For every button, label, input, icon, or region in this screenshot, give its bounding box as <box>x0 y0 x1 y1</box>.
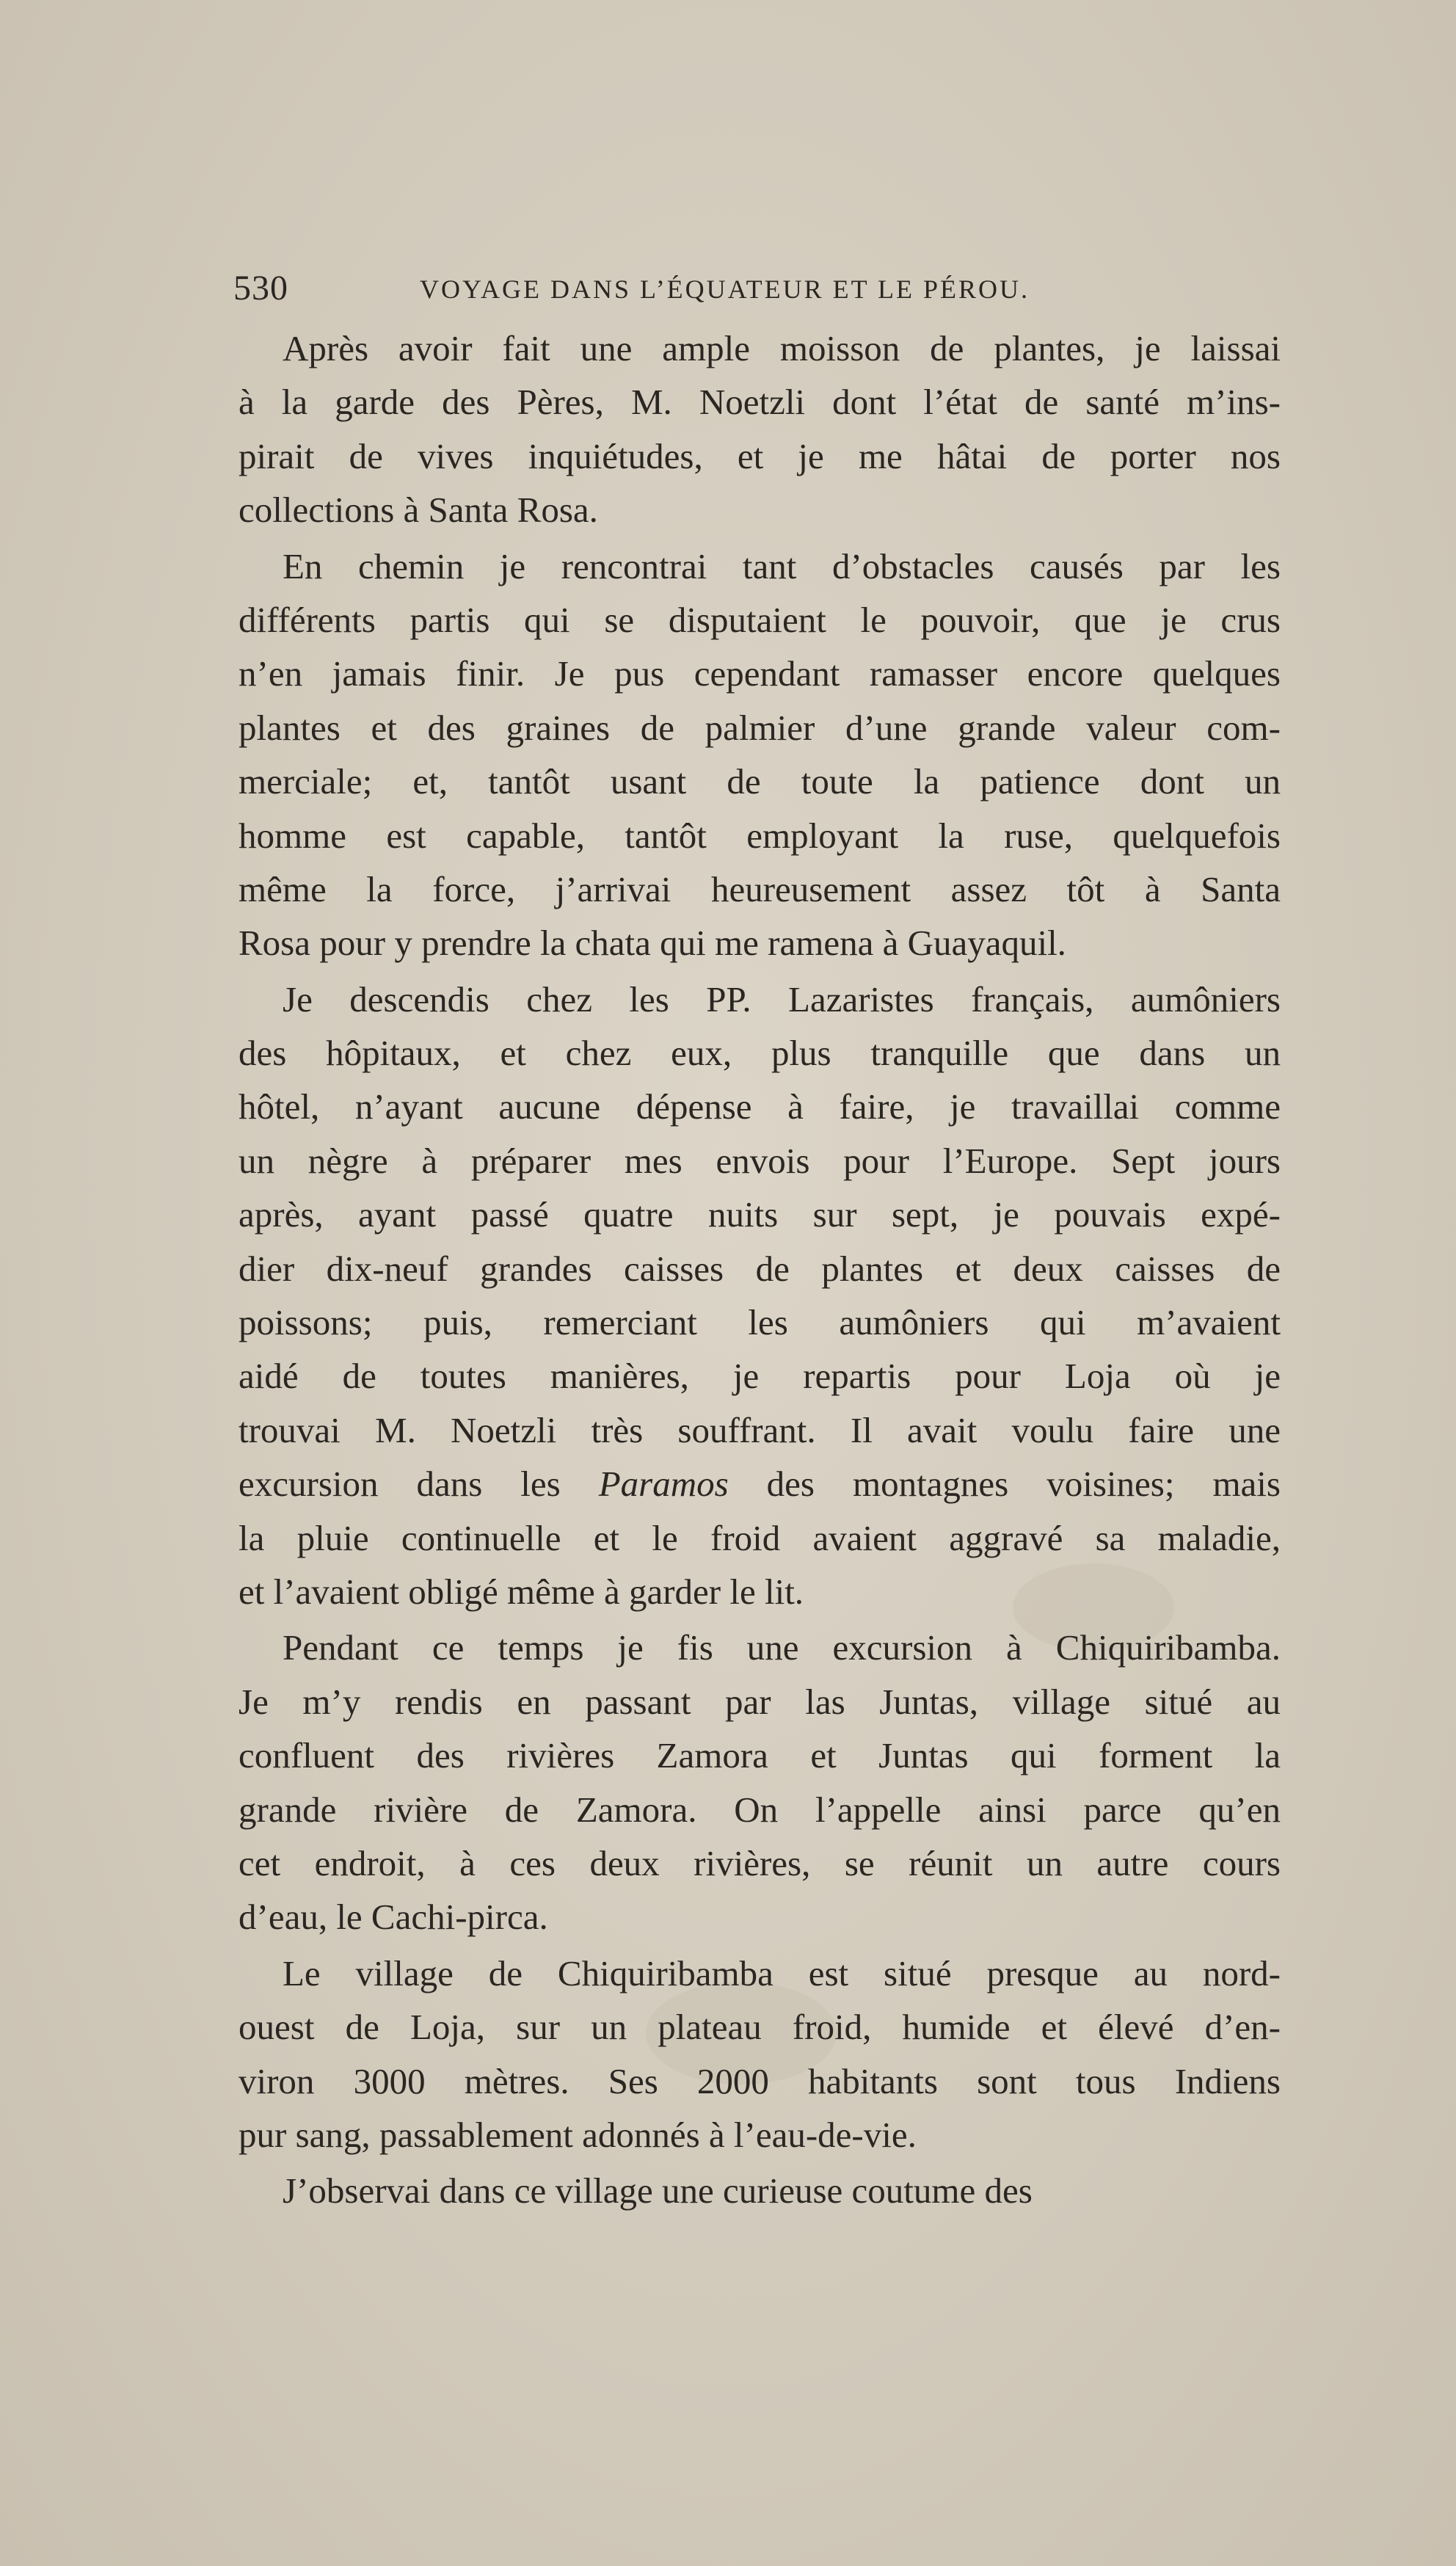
page-number: 530 <box>233 269 288 308</box>
text-line: Je m’y rendis en passant par las Juntas, village situé au <box>239 1681 1281 1722</box>
text-line: homme est capable, tantôt employant la ruse, quelquefois <box>239 815 1281 856</box>
text-line: Rosa pour y prendre la chata qui me ramena à Guayaquil. <box>239 923 1066 964</box>
paragraph <box>239 2164 1281 2217</box>
text-line: grande rivière de Zamora. On l’appelle ainsi parce qu’en <box>239 1789 1281 1830</box>
text-line: même la force, j’arrivai heureusement assez tôt à Santa <box>239 868 1281 909</box>
text-line: hôtel, n’ayant aucune dépense à faire, je travaillai comme <box>239 1086 1281 1127</box>
text-line: après, ayant passé quatre nuits sur sept, je pouvais expé- <box>239 1194 1281 1235</box>
text-line: Pendant ce temps je fis une excursion à Chiquiribamba. <box>283 1627 1281 1668</box>
paragraph <box>239 1621 1281 1944</box>
text-line: ouest de Loja, sur un plateau froid, humide et élevé d’en- <box>239 2007 1281 2048</box>
text-line: Après avoir fait une ample moisson de plantes, je laissai <box>283 328 1281 368</box>
text-line: merciale; et, tantôt usant de toute la patience dont un <box>239 761 1281 802</box>
text-line: plantes et des graines de palmier d’une grande valeur com- <box>239 707 1281 748</box>
text-line: pur sang, passablement adonnés à l’eau-de-vie. <box>239 2114 917 2155</box>
text-line: d’eau, le Cachi-pirca. <box>239 1897 548 1938</box>
paragraph <box>239 1947 1281 2162</box>
body-text <box>239 321 1281 2220</box>
text-line: J’observai dans ce village une curieuse coutume des <box>283 2170 1033 2211</box>
paragraph <box>239 539 1281 970</box>
text-line: collections à Santa Rosa. <box>239 490 598 531</box>
text-line: trouvai M. Noetzli très souffrant. Il avait voulu faire une <box>239 1409 1281 1450</box>
text-line: différents partis qui se disputaient le pouvoir, que je crus <box>239 599 1281 640</box>
page-header <box>233 268 1290 312</box>
text-line: Le village de Chiquiribamba est situé presque au nord- <box>283 1952 1281 1993</box>
running-head: VOYAGE DANS L’ÉQUATEUR ET LE PÉROU. <box>420 275 1030 304</box>
paragraph <box>239 321 1281 537</box>
text-line: la pluie continuelle et le froid avaient aggravé sa maladie, <box>239 1517 1281 1558</box>
text-line: cet endroit, à ces deux rivières, se réunit un autre cours <box>239 1842 1281 1883</box>
text-line: excursion dans les Paramos des montagnes voisines; mais <box>239 1464 1281 1505</box>
text-line: confluent des rivières Zamora et Juntas qui forment la <box>239 1735 1281 1776</box>
text-line: aidé de toutes manières, je repartis pour Loja où je <box>239 1356 1281 1397</box>
italic-term: Paramos <box>598 1464 729 1505</box>
text-line: pirait de vives inquiétudes, et je me hâtai de porter nos <box>239 435 1281 476</box>
text-line: viron 3000 mètres. Ses 2000 habitants sont tous Indiens <box>239 2060 1281 2101</box>
text-line: dier dix-neuf grandes caisses de plantes et deux caisses de <box>239 1248 1281 1289</box>
text-line: poissons; puis, remerciant les aumôniers qui m’avaient <box>239 1302 1281 1343</box>
paragraph <box>239 973 1281 1619</box>
text-line: des hôpitaux, et chez eux, plus tranquille que dans un <box>239 1033 1281 1074</box>
text-line: un nègre à préparer mes envois pour l’Europe. Sept jours <box>239 1140 1281 1181</box>
text-line: à la garde des Pères, M. Noetzli dont l’état de santé m’ins- <box>239 382 1281 423</box>
text-line: Je descendis chez les PP. Lazaristes français, aumôniers <box>283 978 1281 1020</box>
text-line: n’en jamais finir. Je pus cependant ramasser encore quelques <box>239 653 1281 694</box>
text-line: En chemin je rencontrai tant d’obstacles causés par les <box>283 545 1281 586</box>
text-line: et l’avaient obligé même à garder le lit. <box>239 1571 804 1612</box>
